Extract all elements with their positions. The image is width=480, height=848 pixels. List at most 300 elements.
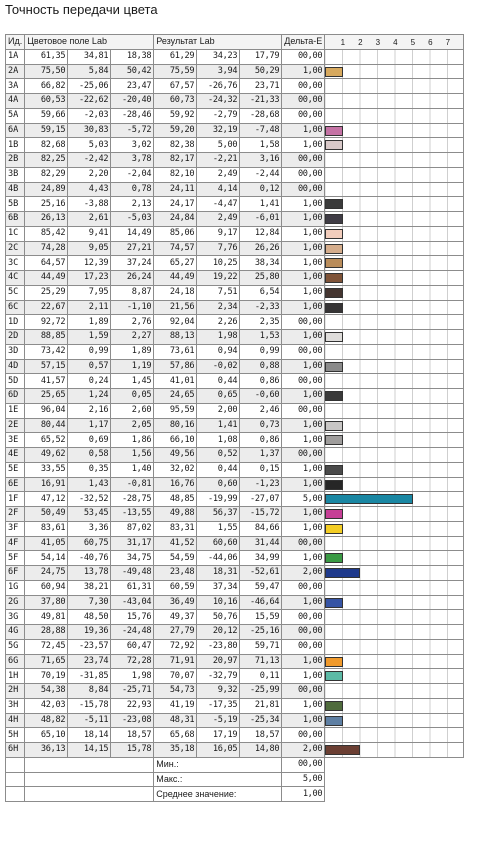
result-lab-value: 82,10 — [154, 167, 197, 182]
delta-e-bar — [325, 214, 343, 224]
result-lab-value: 32,19 — [197, 123, 240, 138]
field-lab-value: 54,14 — [25, 551, 68, 566]
table-row — [6, 536, 464, 551]
result-lab-value: 15,59 — [240, 610, 282, 625]
result-lab-value: 7,76 — [197, 241, 240, 256]
patch-id: 2C — [6, 241, 25, 256]
field-lab-value: 60,75 — [68, 536, 111, 551]
delta-e-bar-cell — [325, 49, 464, 64]
result-lab-value: 6,54 — [240, 285, 282, 300]
field-lab-value: 9,05 — [68, 241, 111, 256]
result-lab-value: 50,76 — [197, 610, 240, 625]
result-lab-value: 49,56 — [154, 448, 197, 463]
summary-empty — [25, 772, 154, 787]
result-lab-value: 2,26 — [197, 315, 240, 330]
result-lab-value: 59,71 — [240, 639, 282, 654]
patch-id: 2H — [6, 684, 25, 699]
summary-row — [6, 787, 464, 802]
delta-e-bar — [325, 288, 343, 298]
result-lab-value: 24,17 — [154, 197, 197, 212]
result-lab-value: 1,98 — [197, 330, 240, 345]
delta-e-value: 00,00 — [282, 182, 325, 197]
delta-e-bar-cell — [325, 79, 464, 94]
field-lab-value: -43,04 — [111, 595, 154, 610]
table-row — [6, 462, 464, 477]
delta-e-value: 1,00 — [282, 595, 325, 610]
field-lab-value: -5,72 — [111, 123, 154, 138]
delta-e-bar-cell — [325, 167, 464, 182]
result-lab-value: 19,22 — [197, 271, 240, 286]
result-lab-value: 25,80 — [240, 271, 282, 286]
delta-e-bar — [325, 568, 360, 578]
field-lab-value: 14,15 — [68, 743, 111, 758]
delta-e-bar-cell — [325, 389, 464, 404]
result-lab-value: 38,34 — [240, 256, 282, 271]
delta-e-bar — [325, 598, 343, 608]
result-lab-value: 50,29 — [240, 64, 282, 79]
result-lab-value: 2,00 — [197, 403, 240, 418]
delta-e-value: 1,00 — [282, 226, 325, 241]
delta-e-value: 1,00 — [282, 418, 325, 433]
delta-e-bar — [325, 258, 343, 268]
result-lab-value: 20,12 — [197, 625, 240, 640]
result-lab-value: 1,58 — [240, 138, 282, 153]
result-lab-value: 1,41 — [240, 197, 282, 212]
delta-e-bar-cell — [325, 507, 464, 522]
delta-e-bar-cell — [325, 713, 464, 728]
delta-e-value: 1,00 — [282, 330, 325, 345]
summary-blank — [325, 787, 464, 802]
delta-e-bar — [325, 391, 343, 401]
result-lab-value: 16,76 — [154, 477, 197, 492]
delta-e-value: 1,00 — [282, 197, 325, 212]
summary-empty — [25, 787, 154, 802]
delta-e-value: 1,00 — [282, 285, 325, 300]
field-lab-value: 34,81 — [68, 49, 111, 64]
delta-e-bar-cell — [325, 226, 464, 241]
table-row — [6, 728, 464, 743]
field-lab-value: 2,60 — [111, 403, 154, 418]
field-lab-value: -22,62 — [68, 94, 111, 109]
patch-id: 3H — [6, 698, 25, 713]
field-lab-value: 28,88 — [25, 625, 68, 640]
result-lab-value: 0,52 — [197, 448, 240, 463]
delta-e-value: 5,00 — [282, 492, 325, 507]
header-field-lab: Цветовое поле Lab — [25, 35, 154, 50]
result-lab-value: 0,88 — [240, 359, 282, 374]
field-lab-value: -5,11 — [68, 713, 111, 728]
delta-e-bar — [325, 273, 343, 283]
result-lab-value: -2,33 — [240, 300, 282, 315]
result-lab-value: 0,94 — [197, 344, 240, 359]
delta-e-value: 1,00 — [282, 433, 325, 448]
result-lab-value: -32,79 — [197, 669, 240, 684]
result-lab-value: 2,34 — [197, 300, 240, 315]
patch-id: 5H — [6, 728, 25, 743]
delta-e-value: 00,00 — [282, 79, 325, 94]
result-lab-value: 60,73 — [154, 94, 197, 109]
field-lab-value: -23,08 — [111, 713, 154, 728]
result-lab-value: 0,44 — [197, 374, 240, 389]
summary-empty — [6, 772, 25, 787]
field-lab-value: 1,59 — [68, 330, 111, 345]
field-lab-value: 2,11 — [68, 300, 111, 315]
table-row — [6, 448, 464, 463]
patch-id: 1D — [6, 315, 25, 330]
delta-e-bar-cell — [325, 300, 464, 315]
delta-e-bar-cell — [325, 123, 464, 138]
color-accuracy-table — [5, 34, 464, 802]
field-lab-value: -25,71 — [111, 684, 154, 699]
result-lab-value: -7,48 — [240, 123, 282, 138]
field-lab-value: 2,27 — [111, 330, 154, 345]
delta-e-bar — [325, 67, 343, 77]
patch-id: 6F — [6, 566, 25, 581]
delta-e-value: 2,00 — [282, 566, 325, 581]
delta-e-bar-cell — [325, 344, 464, 359]
delta-e-bar — [325, 140, 343, 150]
field-lab-value: 66,82 — [25, 79, 68, 94]
field-lab-value: 25,29 — [25, 285, 68, 300]
field-lab-value: 50,42 — [111, 64, 154, 79]
field-lab-value: 22,67 — [25, 300, 68, 315]
field-lab-value: -49,48 — [111, 566, 154, 581]
field-lab-value: 1,89 — [68, 315, 111, 330]
summary-label: Мин.: — [154, 757, 282, 772]
result-lab-value: 88,13 — [154, 330, 197, 345]
summary-value: 1,00 — [282, 787, 325, 802]
field-lab-value: 59,66 — [25, 108, 68, 123]
field-lab-value: 1,89 — [111, 344, 154, 359]
field-lab-value: 72,28 — [111, 654, 154, 669]
patch-id: 2F — [6, 507, 25, 522]
table-row — [6, 64, 464, 79]
result-lab-value: 0,86 — [240, 374, 282, 389]
result-lab-value: 59,20 — [154, 123, 197, 138]
result-lab-value: 27,79 — [154, 625, 197, 640]
table-row — [6, 153, 464, 168]
field-lab-value: 3,78 — [111, 153, 154, 168]
delta-e-value: 00,00 — [282, 610, 325, 625]
result-lab-value: 1,41 — [197, 418, 240, 433]
field-lab-value: 64,57 — [25, 256, 68, 271]
delta-e-bar-cell — [325, 610, 464, 625]
field-lab-value: 57,15 — [25, 359, 68, 374]
field-lab-value: 38,21 — [68, 580, 111, 595]
result-lab-value: -5,19 — [197, 713, 240, 728]
field-lab-value: -28,75 — [111, 492, 154, 507]
delta-e-value: 1,00 — [282, 241, 325, 256]
result-lab-value: 10,16 — [197, 595, 240, 610]
table-row — [6, 285, 464, 300]
result-lab-value: 24,18 — [154, 285, 197, 300]
result-lab-value: 34,23 — [197, 49, 240, 64]
result-lab-value: 73,61 — [154, 344, 197, 359]
field-lab-value: 48,50 — [68, 610, 111, 625]
summary-blank — [325, 757, 464, 772]
delta-e-bar — [325, 701, 343, 711]
delta-e-bar — [325, 303, 343, 313]
scale-tick: 3 — [375, 38, 381, 47]
field-lab-value: 2,76 — [111, 315, 154, 330]
field-lab-value: 1,86 — [111, 433, 154, 448]
delta-e-value: 1,00 — [282, 521, 325, 536]
field-lab-value: -31,85 — [68, 669, 111, 684]
table-row — [6, 108, 464, 123]
field-lab-value: -2,03 — [68, 108, 111, 123]
field-lab-value: 5,84 — [68, 64, 111, 79]
result-lab-value: 35,18 — [154, 743, 197, 758]
field-lab-value: 25,16 — [25, 197, 68, 212]
result-lab-value: 82,38 — [154, 138, 197, 153]
field-lab-value: 74,28 — [25, 241, 68, 256]
delta-e-value: 00,00 — [282, 448, 325, 463]
table-row — [6, 418, 464, 433]
field-lab-value: 8,87 — [111, 285, 154, 300]
patch-id: 4C — [6, 271, 25, 286]
delta-e-value: 00,00 — [282, 684, 325, 699]
patch-id: 2D — [6, 330, 25, 345]
delta-e-value: 1,00 — [282, 698, 325, 713]
result-lab-value: 32,02 — [154, 462, 197, 477]
field-lab-value: 60,47 — [111, 639, 154, 654]
table-row — [6, 521, 464, 536]
patch-id: 4D — [6, 359, 25, 374]
delta-e-bar-cell — [325, 462, 464, 477]
result-lab-value: 49,37 — [154, 610, 197, 625]
field-lab-value: 88,85 — [25, 330, 68, 345]
table-row — [6, 698, 464, 713]
field-lab-value: 18,38 — [111, 49, 154, 64]
delta-e-value: 1,00 — [282, 507, 325, 522]
field-lab-value: 2,05 — [111, 418, 154, 433]
field-lab-value: 2,13 — [111, 197, 154, 212]
summary-blank — [325, 772, 464, 787]
result-lab-value: 0,65 — [197, 389, 240, 404]
delta-e-bar-cell — [325, 698, 464, 713]
delta-e-value: 1,00 — [282, 256, 325, 271]
field-lab-value: 72,45 — [25, 639, 68, 654]
result-lab-value: 1,55 — [197, 521, 240, 536]
delta-e-value: 00,00 — [282, 625, 325, 640]
delta-e-bar-cell — [325, 271, 464, 286]
result-lab-value: -25,34 — [240, 713, 282, 728]
delta-e-value: 00,00 — [282, 94, 325, 109]
summary-empty — [6, 787, 25, 802]
delta-e-value: 1,00 — [282, 551, 325, 566]
delta-e-bar-cell — [325, 433, 464, 448]
result-lab-value: 37,34 — [197, 580, 240, 595]
delta-e-value: 00,00 — [282, 108, 325, 123]
table-row — [6, 433, 464, 448]
field-lab-value: -2,42 — [68, 153, 111, 168]
patch-id: 3D — [6, 344, 25, 359]
delta-e-bar-cell — [325, 94, 464, 109]
patch-id: 3A — [6, 79, 25, 94]
result-lab-value: -52,61 — [240, 566, 282, 581]
result-lab-value: 26,26 — [240, 241, 282, 256]
result-lab-value: 44,49 — [154, 271, 197, 286]
table-row — [6, 167, 464, 182]
field-lab-value: 26,24 — [111, 271, 154, 286]
table-row — [6, 344, 464, 359]
table-row — [6, 492, 464, 507]
table-row — [6, 551, 464, 566]
patch-id: 1F — [6, 492, 25, 507]
table-row — [6, 389, 464, 404]
field-lab-value: 1,56 — [111, 448, 154, 463]
result-lab-value: 0,60 — [197, 477, 240, 492]
table-row — [6, 123, 464, 138]
table-row — [6, 182, 464, 197]
field-lab-value: 60,53 — [25, 94, 68, 109]
result-lab-value: 48,85 — [154, 492, 197, 507]
result-lab-value: 14,80 — [240, 743, 282, 758]
field-lab-value: 15,78 — [111, 743, 154, 758]
delta-e-bar — [325, 716, 343, 726]
delta-e-bar-cell — [325, 448, 464, 463]
header-row — [6, 35, 464, 50]
field-lab-value: 42,03 — [25, 698, 68, 713]
patch-id: 4H — [6, 713, 25, 728]
result-lab-value: 61,29 — [154, 49, 197, 64]
field-lab-value: 87,02 — [111, 521, 154, 536]
result-lab-value: 18,57 — [240, 728, 282, 743]
field-lab-value: 4,43 — [68, 182, 111, 197]
patch-id: 4B — [6, 182, 25, 197]
result-lab-value: 3,94 — [197, 64, 240, 79]
result-lab-value: 31,44 — [240, 536, 282, 551]
delta-e-bar-cell — [325, 108, 464, 123]
patch-id: 1A — [6, 49, 25, 64]
field-lab-value: 7,95 — [68, 285, 111, 300]
patch-id: 2B — [6, 153, 25, 168]
result-lab-value: 84,66 — [240, 521, 282, 536]
result-lab-value: 0,73 — [240, 418, 282, 433]
delta-e-value: 1,00 — [282, 713, 325, 728]
field-lab-value: -20,40 — [111, 94, 154, 109]
result-lab-value: 7,51 — [197, 285, 240, 300]
delta-e-bar-cell — [325, 743, 464, 758]
result-lab-value: 2,46 — [240, 403, 282, 418]
field-lab-value: 23,74 — [68, 654, 111, 669]
delta-e-bar — [325, 657, 343, 667]
result-lab-value: 74,57 — [154, 241, 197, 256]
patch-id: 3B — [6, 167, 25, 182]
result-lab-value: 20,97 — [197, 654, 240, 669]
field-lab-value: -32,52 — [68, 492, 111, 507]
delta-e-bar-cell — [325, 595, 464, 610]
delta-e-bar — [325, 126, 343, 136]
delta-e-bar-cell — [325, 182, 464, 197]
field-lab-value: 18,14 — [68, 728, 111, 743]
patch-id: 1B — [6, 138, 25, 153]
delta-e-bar — [325, 421, 343, 431]
table-row — [6, 49, 464, 64]
field-lab-value: -3,88 — [68, 197, 111, 212]
patch-id: 4A — [6, 94, 25, 109]
field-lab-value: 2,16 — [68, 403, 111, 418]
delta-e-bar-cell — [325, 212, 464, 227]
field-lab-value: 59,15 — [25, 123, 68, 138]
delta-e-bar — [325, 362, 343, 372]
table-row — [6, 580, 464, 595]
field-lab-value: 54,38 — [25, 684, 68, 699]
result-lab-value: 56,37 — [197, 507, 240, 522]
field-lab-value: -23,57 — [68, 639, 111, 654]
result-lab-value: -1,23 — [240, 477, 282, 492]
field-lab-value: 61,35 — [25, 49, 68, 64]
field-lab-value: 75,50 — [25, 64, 68, 79]
table-row — [6, 477, 464, 492]
delta-e-value: 00,00 — [282, 153, 325, 168]
summary-empty — [6, 757, 25, 772]
scale-tick: 6 — [428, 38, 433, 47]
delta-e-bar-cell — [325, 654, 464, 669]
field-lab-value: 14,49 — [111, 226, 154, 241]
header-delta-e: Дельта-E — [282, 35, 325, 50]
delta-e-bar — [325, 671, 343, 681]
result-lab-value: 4,14 — [197, 182, 240, 197]
delta-e-bar-cell — [325, 359, 464, 374]
result-lab-value: 17,19 — [197, 728, 240, 743]
field-lab-value: 0,35 — [68, 462, 111, 477]
result-lab-value: 21,81 — [240, 698, 282, 713]
result-lab-value: 92,04 — [154, 315, 197, 330]
result-lab-value: 71,13 — [240, 654, 282, 669]
field-lab-value: 1,19 — [111, 359, 154, 374]
result-lab-value: 65,27 — [154, 256, 197, 271]
field-lab-value: -24,48 — [111, 625, 154, 640]
result-lab-value: 75,59 — [154, 64, 197, 79]
result-lab-value: 0,11 — [240, 669, 282, 684]
result-lab-value: -0,60 — [240, 389, 282, 404]
field-lab-value: 0,78 — [111, 182, 154, 197]
result-lab-value: 23,48 — [154, 566, 197, 581]
field-lab-value: 83,61 — [25, 521, 68, 536]
table-row — [6, 197, 464, 212]
field-lab-value: 12,39 — [68, 256, 111, 271]
result-lab-value: -28,68 — [240, 108, 282, 123]
result-lab-value: -25,16 — [240, 625, 282, 640]
result-lab-value: 65,68 — [154, 728, 197, 743]
result-lab-value: 41,01 — [154, 374, 197, 389]
patch-id: 6A — [6, 123, 25, 138]
field-lab-value: 2,20 — [68, 167, 111, 182]
field-lab-value: -25,06 — [68, 79, 111, 94]
field-lab-value: 8,84 — [68, 684, 111, 699]
field-lab-value: 9,41 — [68, 226, 111, 241]
result-lab-value: 0,15 — [240, 462, 282, 477]
result-lab-value: 80,16 — [154, 418, 197, 433]
field-lab-value: 37,24 — [111, 256, 154, 271]
result-lab-value: 54,73 — [154, 684, 197, 699]
result-lab-value: 10,25 — [197, 256, 240, 271]
field-lab-value: 34,75 — [111, 551, 154, 566]
delta-e-scale-header — [325, 35, 464, 50]
table-row — [6, 507, 464, 522]
delta-e-bar — [325, 509, 343, 519]
result-lab-value: 9,32 — [197, 684, 240, 699]
result-lab-value: -26,76 — [197, 79, 240, 94]
field-lab-value: 0,57 — [68, 359, 111, 374]
delta-e-bar-cell — [325, 330, 464, 345]
table-row — [6, 639, 464, 654]
scale-tick: 7 — [445, 38, 451, 47]
result-lab-value: 24,84 — [154, 212, 197, 227]
field-lab-value: -2,04 — [111, 167, 154, 182]
result-lab-value: 41,52 — [154, 536, 197, 551]
